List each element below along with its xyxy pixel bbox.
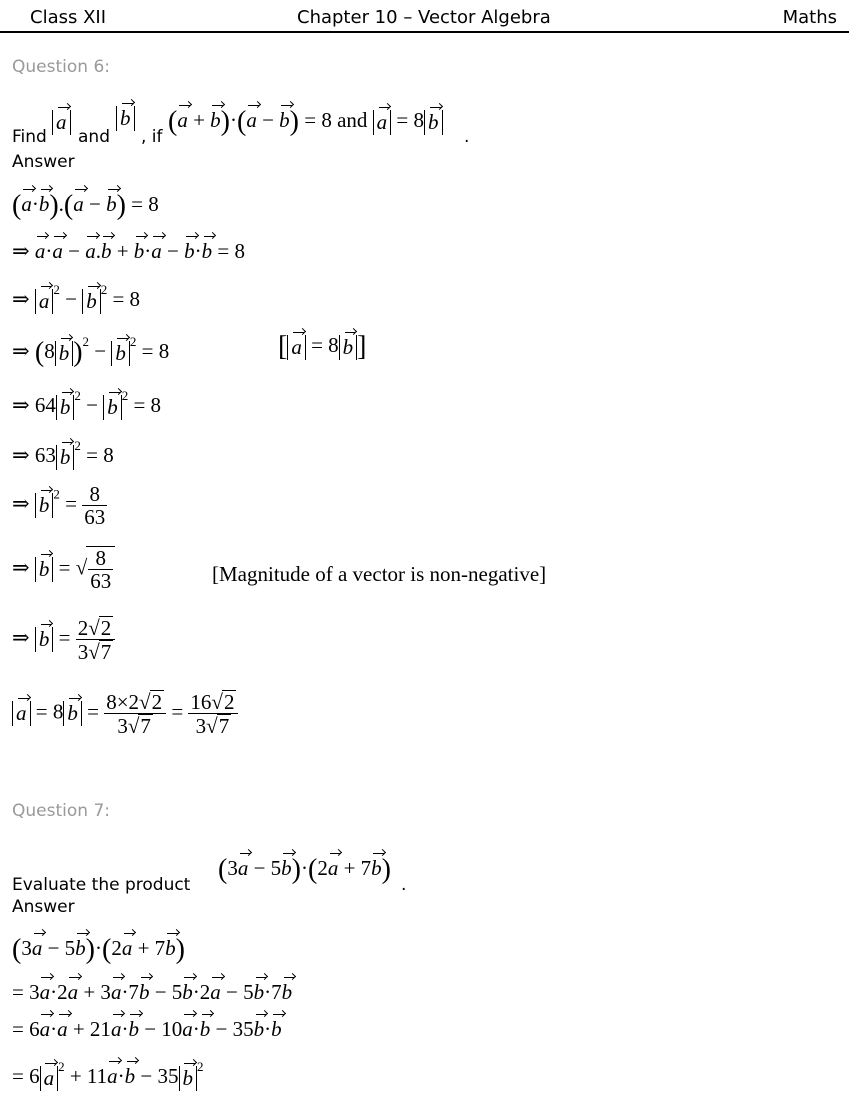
solution-line-4: ⇒ (8 b )$^2$ − b $^2$ = 8: [12, 334, 170, 369]
solution-line-7: ⇒ b $^2$ = $\frac{8}{63}$: [12, 482, 106, 530]
page-header: [0, 0, 849, 33]
q7-line-4: = 6 a $^2$ + 11a·b − 35 b $^2$: [12, 1059, 204, 1090]
justification-1: [ a = 8 b ]: [278, 331, 367, 362]
q7-line-3: = 6a·a + 21a·b − 10a·b − 35b·b: [12, 1017, 282, 1041]
question-6-heading: Question 6:: [12, 57, 110, 77]
solution-line-1: (a·b).(a − b) = 8: [12, 190, 159, 221]
given-equation: (a + b)·(a − b) = 8 and a = 8 b: [168, 108, 443, 136]
q7-line-1: (3a − 5b)·(2a + 7b): [12, 934, 185, 965]
solution-line-8: ⇒ b = √ $\frac{8}{63}$: [12, 546, 115, 592]
justification-2: [Magnitude of a vector is non-negative]: [212, 562, 547, 586]
product-expression: (3a − 5b)·(2a + 7b): [218, 854, 391, 885]
period-7: .: [401, 875, 407, 895]
solution-line-10: a = 8 b = $\frac{8\times 2√2}{3√7}$ = $\frac{16√2}{3√7}$: [12, 690, 238, 737]
period: .: [464, 127, 470, 147]
header-subject: Maths: [782, 7, 837, 28]
and-text: and: [78, 127, 110, 147]
solution-line-5: ⇒ 64 b $^2$ − b $^2$ = 8: [12, 388, 162, 419]
header-class: Class XII: [30, 7, 107, 28]
abs-a: a: [52, 110, 71, 135]
find-text: Find: [12, 127, 47, 147]
solution-line-2: ⇒ a·a − a.b + b·a − b·b = 8: [12, 239, 245, 263]
q7-line-2: = 3a·2a + 3a·7b − 5b·2a − 5b·7b: [12, 980, 293, 1004]
answer-label-6: Answer: [12, 152, 75, 172]
abs-b: b: [116, 106, 135, 131]
answer-label-7: Answer: [12, 897, 75, 917]
solution-line-3: ⇒ a $^2$ − b $^2$ = 8: [12, 282, 141, 313]
evaluate-text: Evaluate the product: [12, 875, 191, 895]
header-chapter: Chapter 10 – Vector Algebra: [297, 7, 551, 28]
solution-line-6: ⇒ 63 b $^2$ = 8: [12, 438, 114, 469]
and-math-text: and: [337, 107, 368, 132]
question-7-heading: Question 7:: [12, 801, 110, 821]
if-text: , if: [141, 127, 163, 147]
solution-line-9: ⇒ b = $\frac{2√2}{3√7}$: [12, 616, 115, 663]
